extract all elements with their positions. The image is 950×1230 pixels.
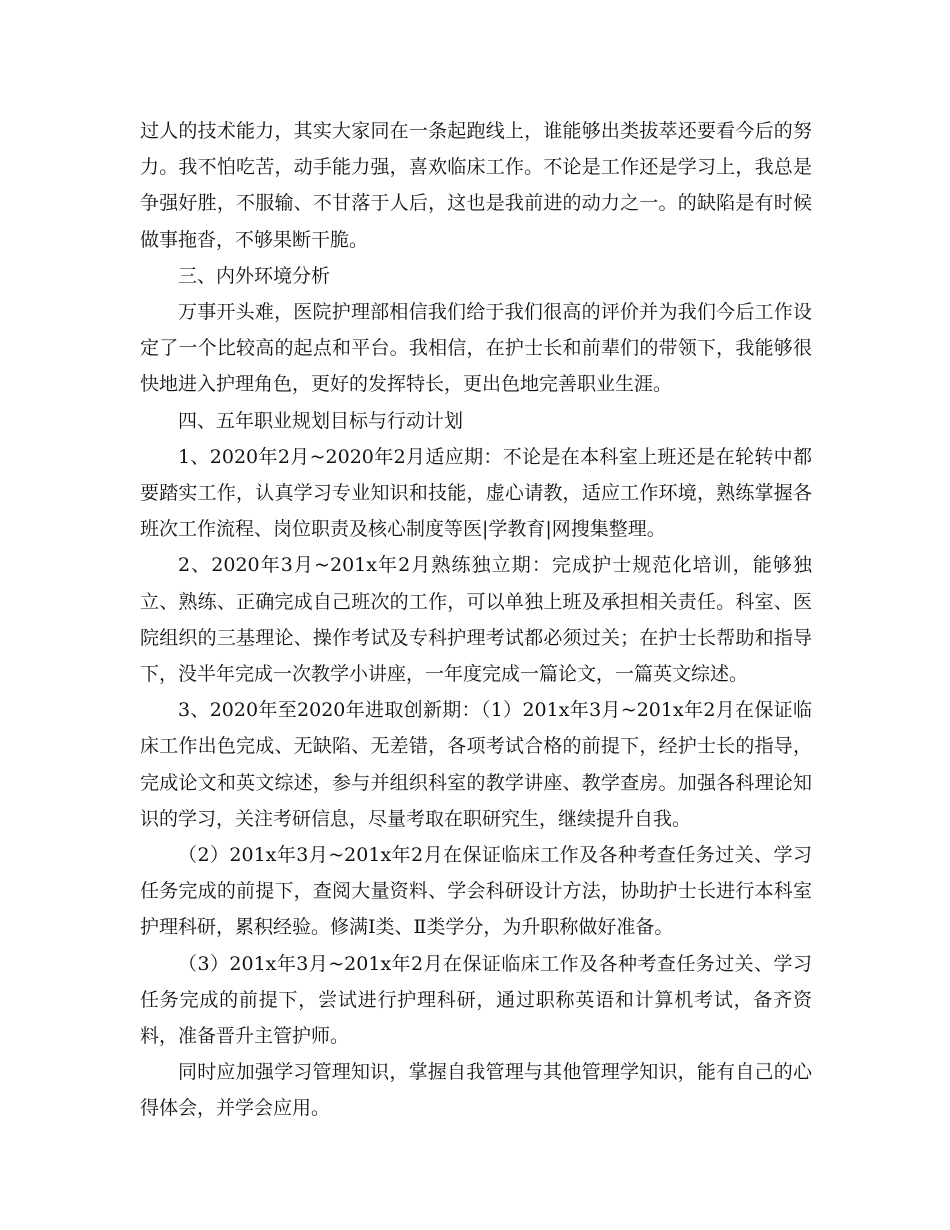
document-body [140, 113, 812, 1127]
section-heading-environment-analysis: 三、内外环境分析 [178, 264, 331, 287]
paragraph-continuation: 过人的技术能力，其实大家同在一条起跑线上，谁能够出类拔萃还要看今后的努力。我不怕吃苦，动手能力强，喜欢临床工作。不论是工作还是学习上，我总是争强好胜，不服输、不甘落于人后，这也是我前进的动力之一。的缺陷是有时候做事拖沓，不够果断干脆。 [140, 120, 812, 251]
section-heading-five-year-plan: 四、五年职业规划目标与行动计划 [178, 409, 464, 432]
paragraph-plan-stage-1: 1、2020年2月~2020年2月适应期：不论是在本科室上班还是在轮转中都要踏实工作，认真学习专业知识和技能，虚心请教，适应工作环境，熟练掌握各班次工作流程、岗位职责及核心制度等医|学教育|网搜集整理。 [140, 445, 812, 541]
paragraph-plan-stage-2: 2、2020年3月~201x年2月熟练独立期：完成护士规范化培训，能够独立、熟练、正确完成自己班次的工作，可以单独上班及承担相关责任。科室、医院组织的三基理论、操作考试及专科护理考试都必须过关；在护士长帮助和指导下，没半年完成一次教学小讲座，一年度完成一篇论文，一篇英文综述。 [140, 554, 812, 686]
paragraph-plan-stage-3-item-3: （3）201x年3月~201x年2月在保证临床工作及各种考查任务过关、学习任务完成的前提下，尝试进行护理科研，通过职称英语和计算机考试，备齐资料，准备晋升主管护师。 [140, 952, 812, 1048]
paragraph-environment: 万事开头难，医院护理部相信我们给于我们很高的评价并为我们今后工作设定了一个比较高的起点和平台。我相信，在护士长和前辈们的带领下，我能够很快地进入护理角色，更好的发挥特长，更出色地完善职业生涯。 [140, 301, 812, 396]
paragraph-plan-stage-3-item-2: （2）201x年3月~201x年2月在保证临床工作及各种考查任务过关、学习任务完成的前提下，查阅大量资料、学会科研设计方法，协助护士长进行本科室护理科研，累积经验。修满Ⅰ类、Ⅱ类学分，为升职称做好准备。 [140, 844, 812, 939]
paragraph-management-knowledge: 同时应加强学习管理知识，掌握自我管理与其他管理学知识，能有自己的心得体会，并学会应用。 [140, 1061, 812, 1120]
paragraph-plan-stage-3: 3、2020年至2020年进取创新期：（1）201x年3月~201x年2月在保证临床工作出色完成、无缺陷、无差错，各项考试合格的前提下，经护士长的指导，完成论文和英文综述，参与并组织科室的教学讲座、教学查房。加强各科理论知识的学习，关注考研信息，尽量考取在职研究生，继续提升自我。 [140, 699, 812, 830]
